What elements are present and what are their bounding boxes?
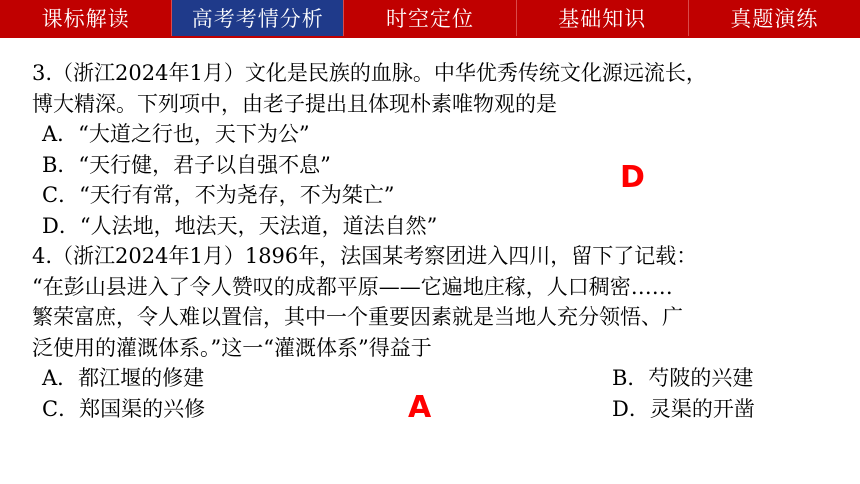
questions-area	[32, 58, 832, 424]
q3-option-a: A．“大道之行也，天下为公”	[42, 122, 310, 146]
tab-exam-analysis[interactable]: 高考考情分析	[172, 0, 344, 36]
q4-options-row-2	[32, 394, 832, 425]
q4-option-b: B．芍陂的兴建	[612, 366, 754, 390]
q3-stem-line-2: 博大精深。下列项中，由老子提出且体现朴素唯物观的是	[32, 91, 557, 116]
q3-option-d: D．“人法地，地法天，天法道，道法自然”	[42, 213, 438, 238]
top-nav-tabs	[0, 0, 860, 38]
q3-option-c: C．“天行有常，不为尧存，不为桀亡”	[42, 183, 395, 207]
question-4	[32, 241, 832, 424]
q4-stem-line-1: 4.（浙江2024年1月）1896年，法国某考察团进入四川，留下了记载：	[32, 244, 698, 268]
q3-option-b: B．“天行健，君子以自强不息”	[42, 152, 331, 177]
q4-stem-line-3: 繁荣富庶，令人难以置信，其中一个重要因素就是当地人充分领悟、广	[32, 305, 683, 329]
tab-basic-knowledge[interactable]: 基础知识	[517, 0, 689, 36]
question-3	[32, 58, 832, 241]
tab-curriculum-interpretation[interactable]: 课标解读	[0, 0, 172, 36]
tab-time-space-positioning[interactable]: 时空定位	[344, 0, 516, 36]
tab-exam-practice[interactable]: 真题演练	[730, 7, 819, 31]
q4-answer: A	[408, 390, 432, 425]
q4-option-c: C．郑国渠的兴修	[42, 396, 206, 421]
q4-stem-line-2: “在彭山县进入了令人赞叹的成都平原——它遍地庄稼，人口稠密……	[32, 274, 673, 299]
q3-stem-line-1: 3.（浙江2024年1月）文化是民族的血脉。中华优秀传统文化源远流长，	[32, 61, 707, 85]
q4-option-d: D．灵渠的开凿	[612, 396, 755, 421]
q4-stem-line-4: 泛使用的灌溉体系。”这一“灌溉体系”得益于	[32, 335, 432, 360]
q3-answer: D	[620, 160, 645, 195]
q4-options-row-1	[32, 363, 832, 394]
q4-option-a: A．都江堰的修建	[42, 366, 205, 390]
